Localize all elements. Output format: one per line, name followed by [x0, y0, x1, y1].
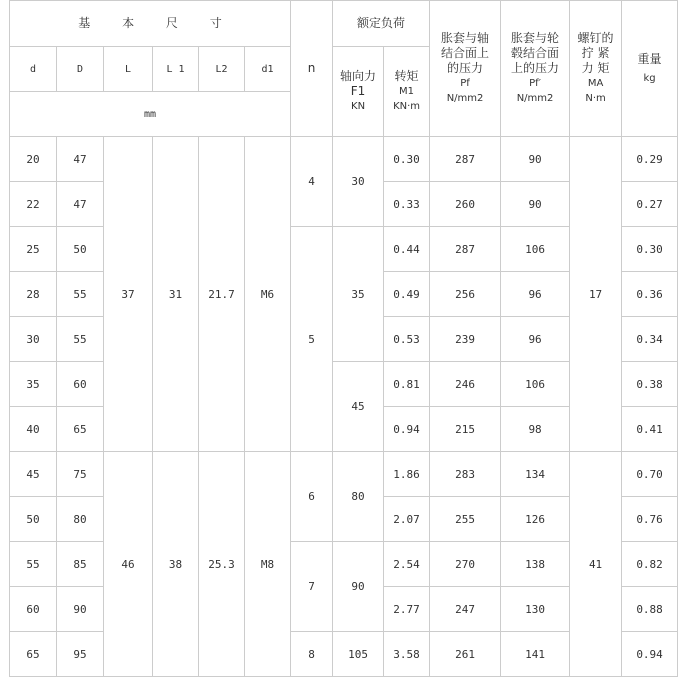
d-cell: 40 [10, 407, 57, 452]
screw-torque-cell: 41 [570, 452, 622, 677]
shaft-pressure-cell: 270 [430, 542, 501, 587]
axial-force-cell: 45 [333, 362, 384, 452]
table-row [10, 137, 678, 182]
shaft-pressure-symbol: Pf [460, 78, 470, 89]
hub-pressure-cell: 130 [501, 587, 570, 632]
torque-symbol: M1 [399, 86, 415, 97]
weight-cell: 0.27 [622, 182, 678, 227]
axial-force-label: 轴向力F1 [340, 69, 377, 98]
torque-cell: 2.54 [384, 542, 430, 587]
expansion-sleeve-spec-table [9, 0, 678, 677]
axial-force-cell: 105 [333, 632, 384, 677]
axial-force-unit: KN [351, 101, 366, 112]
shaft-pressure-line: 结合面上 [441, 46, 490, 60]
torque-label: 转矩 [394, 69, 419, 83]
table-row [10, 452, 678, 497]
screw-torque-header [570, 1, 622, 137]
d-cell: 35 [10, 362, 57, 407]
torque-cell: 0.53 [384, 317, 430, 362]
mm-unit-cell: mm [10, 92, 291, 137]
d1-header: d1 [245, 47, 291, 92]
L-cell: 46 [104, 452, 153, 677]
shaft-pressure-header [430, 1, 501, 137]
weight-cell: 0.70 [622, 452, 678, 497]
n-cell: 7 [291, 542, 333, 632]
shaft-pressure-unit: N/mm2 [446, 93, 484, 104]
weight-cell: 0.29 [622, 137, 678, 182]
basic-dimensions-label: 基 本 尺 寸 [78, 16, 236, 30]
hub-pressure-cell: 126 [501, 497, 570, 542]
shaft-pressure-line: 的压力 [447, 61, 484, 75]
weight-label: 重量 [637, 51, 662, 66]
n-cell: 8 [291, 632, 333, 677]
D-cell: 65 [57, 407, 104, 452]
d-cell: 45 [10, 452, 57, 497]
torque-cell: 0.81 [384, 362, 430, 407]
weight-cell: 0.38 [622, 362, 678, 407]
torque-cell: 0.30 [384, 137, 430, 182]
d-cell: 25 [10, 227, 57, 272]
weight-cell: 0.30 [622, 227, 678, 272]
hub-pressure-line: 胀套与轮 [511, 31, 560, 45]
hub-pressure-cell: 96 [501, 272, 570, 317]
weight-cell: 0.88 [622, 587, 678, 632]
shaft-pressure-cell: 239 [430, 317, 501, 362]
d-cell: 55 [10, 542, 57, 587]
shaft-pressure-cell: 256 [430, 272, 501, 317]
torque-cell: 0.33 [384, 182, 430, 227]
n-cell: 5 [291, 227, 333, 452]
shaft-pressure-cell: 255 [430, 497, 501, 542]
D-cell: 47 [57, 137, 104, 182]
torque-header [384, 47, 430, 137]
d-header: d [10, 47, 57, 92]
hub-pressure-cell: 90 [501, 182, 570, 227]
shaft-pressure-cell: 261 [430, 632, 501, 677]
hub-pressure-cell: 134 [501, 452, 570, 497]
d-cell: 50 [10, 497, 57, 542]
hub-pressure-cell: 90 [501, 137, 570, 182]
weight-cell: 0.36 [622, 272, 678, 317]
shaft-pressure-line: 胀套与轴 [441, 31, 490, 45]
hub-pressure-header [501, 1, 570, 137]
torque-cell: 0.49 [384, 272, 430, 317]
basic-dimensions-header [10, 1, 291, 47]
hub-pressure-cell: 98 [501, 407, 570, 452]
torque-unit: KN·m [393, 101, 421, 112]
shaft-pressure-cell: 287 [430, 227, 501, 272]
screw-torque-cell: 17 [570, 137, 622, 452]
weight-cell: 0.41 [622, 407, 678, 452]
d-cell: 65 [10, 632, 57, 677]
d-cell: 60 [10, 587, 57, 632]
shaft-pressure-cell: 215 [430, 407, 501, 452]
hub-pressure-cell: 106 [501, 362, 570, 407]
D-cell: 95 [57, 632, 104, 677]
d-cell: 22 [10, 182, 57, 227]
L1-header: L 1 [153, 47, 199, 92]
L-header: L [104, 47, 153, 92]
torque-cell: 0.44 [384, 227, 430, 272]
shaft-pressure-cell: 287 [430, 137, 501, 182]
torque-cell: 1.86 [384, 452, 430, 497]
D-cell: 55 [57, 317, 104, 362]
axial-force-cell: 35 [333, 227, 384, 362]
weight-cell: 0.34 [622, 317, 678, 362]
D-cell: 75 [57, 452, 104, 497]
torque-cell: 3.58 [384, 632, 430, 677]
rated-load-header: 额定负荷 [333, 1, 430, 47]
D-cell: 60 [57, 362, 104, 407]
weight-unit: kg [643, 72, 656, 84]
shaft-pressure-cell: 247 [430, 587, 501, 632]
n-cell: 4 [291, 137, 333, 227]
weight-cell: 0.94 [622, 632, 678, 677]
L1-cell: 31 [153, 137, 199, 452]
d-cell: 30 [10, 317, 57, 362]
hub-pressure-cell: 106 [501, 227, 570, 272]
screw-torque-symbol: MA [587, 78, 604, 89]
hub-pressure-unit: N/mm2 [516, 93, 554, 104]
L1-cell: 38 [153, 452, 199, 677]
axial-force-cell: 80 [333, 452, 384, 542]
weight-cell: 0.82 [622, 542, 678, 587]
L2-cell: 21.7 [199, 137, 245, 452]
header-row-1 [10, 1, 678, 47]
hub-pressure-symbol: Pf′ [529, 78, 541, 89]
axial-force-cell: 90 [333, 542, 384, 632]
d-cell: 28 [10, 272, 57, 317]
D-cell: 85 [57, 542, 104, 587]
weight-cell: 0.76 [622, 497, 678, 542]
shaft-pressure-cell: 283 [430, 452, 501, 497]
hub-pressure-line: 毂结合面 [511, 46, 560, 60]
L-cell: 37 [104, 137, 153, 452]
hub-pressure-line: 上的压力 [511, 61, 560, 75]
axial-force-cell: 30 [333, 137, 384, 227]
D-cell: 80 [57, 497, 104, 542]
hub-pressure-cell: 138 [501, 542, 570, 587]
torque-cell: 2.77 [384, 587, 430, 632]
L2-header: L2 [199, 47, 245, 92]
screw-torque-line: 拧 紧 [581, 46, 610, 60]
hub-pressure-cell: 96 [501, 317, 570, 362]
d1-cell: M6 [245, 137, 291, 452]
D-header: D [57, 47, 104, 92]
n-cell: 6 [291, 452, 333, 542]
shaft-pressure-cell: 260 [430, 182, 501, 227]
weight-header [622, 1, 678, 137]
torque-cell: 0.94 [384, 407, 430, 452]
screw-torque-line: 力 矩 [581, 61, 610, 75]
screw-torque-line: 螺钉的 [577, 31, 614, 45]
D-cell: 55 [57, 272, 104, 317]
hub-pressure-cell: 141 [501, 632, 570, 677]
D-cell: 47 [57, 182, 104, 227]
screw-torque-unit: N·m [585, 93, 606, 104]
d-cell: 20 [10, 137, 57, 182]
shaft-pressure-cell: 246 [430, 362, 501, 407]
D-cell: 50 [57, 227, 104, 272]
D-cell: 90 [57, 587, 104, 632]
n-header: n [291, 1, 333, 137]
L2-cell: 25.3 [199, 452, 245, 677]
axial-force-header [333, 47, 384, 137]
torque-cell: 2.07 [384, 497, 430, 542]
d1-cell: M8 [245, 452, 291, 677]
